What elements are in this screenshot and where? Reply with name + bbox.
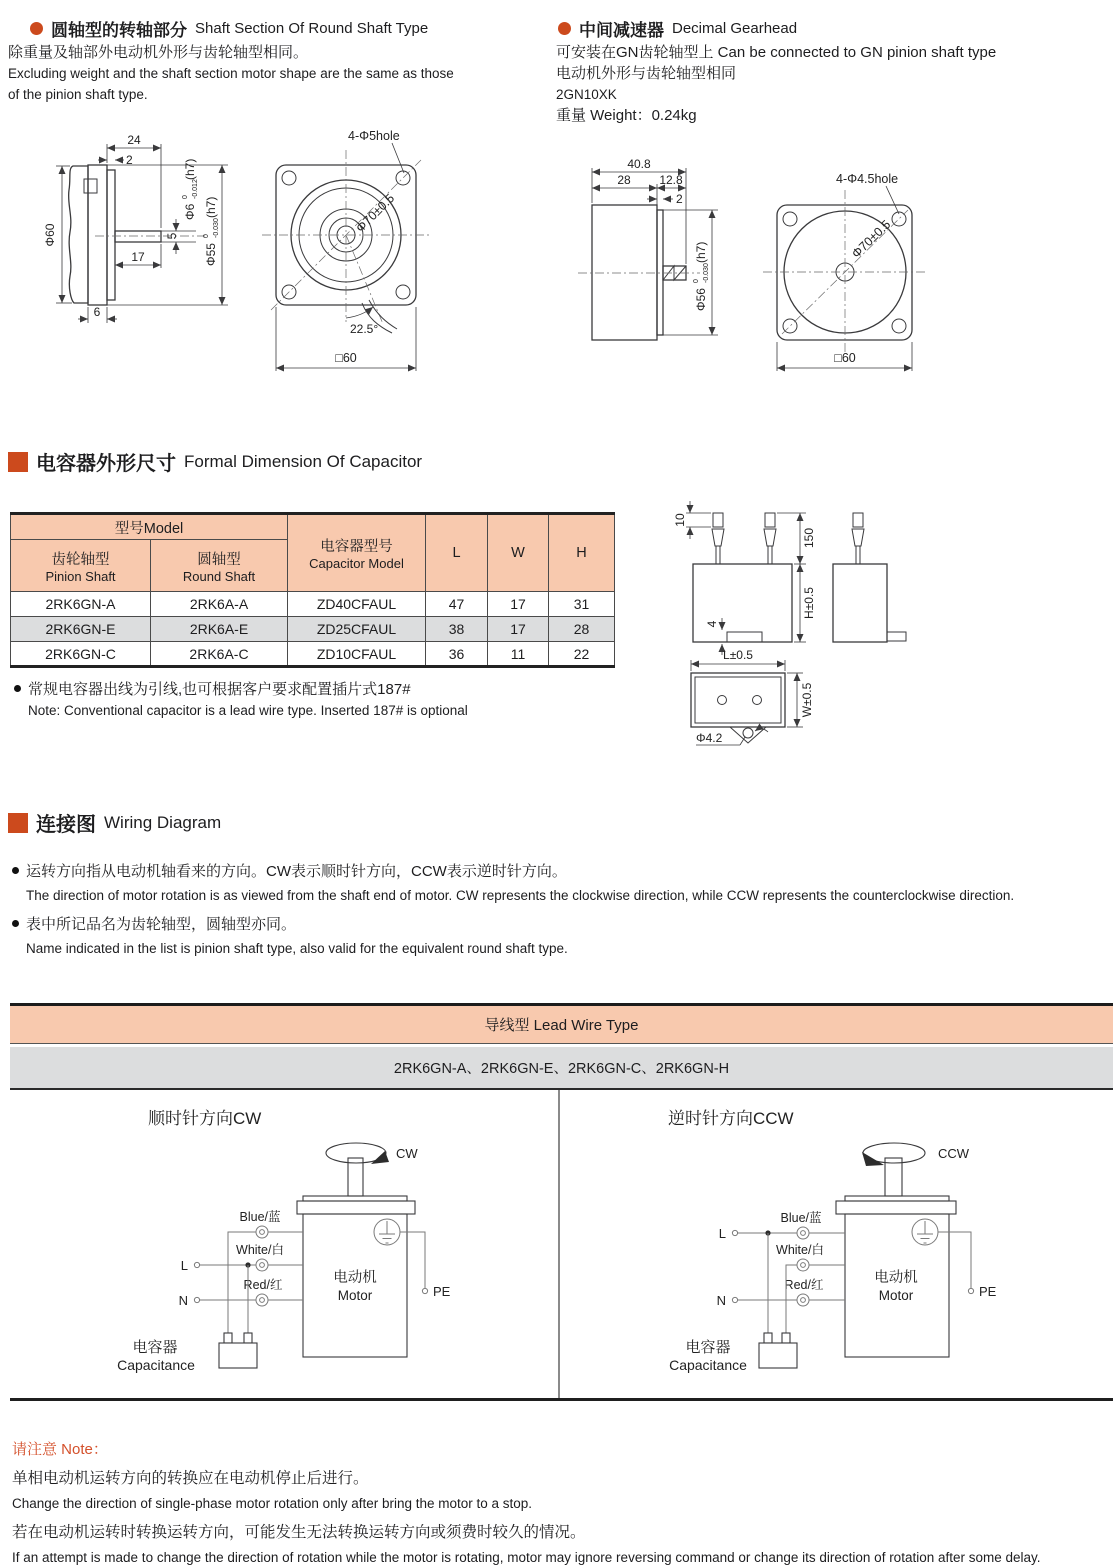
lead-wire-models: 2RK6GN-A、2RK6GN-E、2RK6GN-C、2RK6GN-H [10, 1047, 1113, 1090]
dim-6: 6 [93, 305, 101, 319]
section-title-zh: 中间减速器 [579, 21, 664, 40]
table-row: 2RK6GN-E 2RK6A-E ZD25CFAUL 38 17 28 [11, 617, 615, 642]
n-label: N [716, 1293, 726, 1308]
table-row: 2RK6GN-A 2RK6A-A ZD40CFAUL 47 17 31 [11, 592, 615, 617]
motor-label-zh: 电动机 [874, 1270, 918, 1286]
square-60-label: □60 [335, 351, 357, 365]
col-capacitor-model: 电容器型号 Capacitor Model [288, 514, 426, 592]
svg-text:Φ6: Φ6 [183, 203, 197, 220]
blue-wire-label: Blue/蓝 [780, 1211, 822, 1225]
wiring-section-title [8, 808, 221, 837]
motor-label-en: Motor [337, 1288, 373, 1303]
white-wire-label: White/白 [776, 1243, 824, 1257]
section-title-zh: 连接图 [36, 814, 96, 836]
table-row: 2RK6GN-C 2RK6A-C ZD10CFAUL 36 11 22 [11, 642, 615, 667]
dim-12-8: 12.8 [659, 173, 683, 187]
wiring-diagrams [0, 1090, 1120, 1400]
capacitor-symbol [219, 1333, 257, 1368]
l-label: L [718, 1226, 726, 1241]
col-pinion-shaft: 齿轮轴型 Pinion Shaft [11, 540, 151, 592]
ccw-diagram [668, 1109, 997, 1373]
l-label: L [180, 1258, 188, 1273]
ccw-title: 逆时针方向CCW [668, 1109, 794, 1128]
note-zh: 常规电容器出线为引线,也可根据客户要求配置插片式187# [28, 681, 411, 698]
capacitance-label-zh: 电容器 [132, 1339, 178, 1356]
section-title-en: Wiring Diagram [104, 812, 222, 832]
dim-150: 150 [802, 527, 816, 549]
capacitor-side-view [833, 513, 906, 642]
dim-l: L±0.5 [723, 648, 753, 662]
section-title-en: Decimal Gearhead [672, 20, 798, 37]
svg-text:0: 0 [182, 195, 189, 199]
capacitance-label-zh: 电容器 [685, 1339, 731, 1356]
bolt-circle-label: Φ70±0.5 [849, 217, 894, 261]
dim-h: H±0.5 [802, 587, 816, 619]
section-title-en: Shaft Section Of Round Shaft Type [195, 20, 429, 37]
orange-square-icon [8, 813, 28, 833]
terminal-icons [797, 1227, 809, 1306]
svg-text:Φ55: Φ55 [204, 243, 218, 266]
cw-diagram [117, 1109, 451, 1373]
svg-text:-0.030: -0.030 [703, 263, 710, 283]
capacitance-label-en: Capacitance [117, 1357, 195, 1373]
square-60-label: □60 [834, 351, 856, 365]
terminal-icons [256, 1226, 268, 1306]
dim-17: 17 [131, 250, 145, 264]
svg-text:Φ56: Φ56 [694, 288, 708, 311]
dim-4: 4 [705, 620, 719, 628]
dim-w: W±0.5 [800, 682, 814, 718]
bullet-dot-icon [12, 920, 19, 927]
section-divider [10, 1398, 1113, 1401]
svg-text:-0.030: -0.030 [213, 218, 220, 238]
col-round-shaft: 圆轴型 Round Shaft [151, 540, 288, 592]
cw-label: CW [396, 1146, 418, 1161]
motor-label-en: Motor [878, 1288, 914, 1303]
dim-2b: 2 [676, 192, 683, 206]
dim-28: 28 [617, 173, 631, 187]
dim-hole: Φ4.2 [696, 731, 723, 745]
bolt-circle-label: Φ70±0.5 [353, 191, 398, 236]
note-title: 请注意 Note： [12, 1441, 108, 1458]
wiring-bullet-2: 表中所记品名为齿轮轴型，圆轴型亦同。 Name indicated in the list is pinion shaft type, also valid for the equivalent round shaft type. [12, 913, 568, 956]
blue-wire-label: Blue/蓝 [239, 1210, 281, 1224]
ccw-arrow-icon [862, 1152, 884, 1166]
desc-zh: 除重量及轴部外电动机外形与齿轮轴型相同。 [8, 44, 309, 61]
gearhead-line3: 2GN10XK [556, 87, 617, 102]
svg-text:0: 0 [203, 234, 210, 238]
col-h: H [549, 514, 615, 592]
dim-24: 24 [127, 133, 141, 147]
desc-en1: Excluding weight and the shaft section motor shape are the same as those [8, 66, 454, 81]
capacitor-symbol [759, 1333, 797, 1368]
capacitor-front-view [673, 501, 816, 655]
svg-text:(h7): (h7) [694, 241, 708, 263]
svg-text:0: 0 [693, 279, 700, 283]
svg-text:-0.012: -0.012 [192, 179, 199, 199]
capacitor-top-view [691, 648, 814, 745]
red-wire-label: Red/红 [784, 1278, 824, 1292]
bottom-notes: 请注意 Note： 单相电动机运转方向的转换应在电动机停止后进行。 Change the direction of single-phase motor rotation only after bring the motor to a stop. 若在电动机运转时转换运转方向，可能发生无法转换运转方向或须费时较久的情况。 If an attempt is made to change the direction of rotation while the motor is rotating, motor may ignore reversing command or change its direction of rotation after some delay. [12, 1438, 1107, 1565]
bullet-dot-icon [12, 867, 19, 874]
dim-phi60: Φ60 [43, 223, 57, 247]
section-title-zh: 电容器外形尺寸 [36, 453, 176, 475]
dim-2: 2 [126, 153, 133, 167]
cw-title: 顺时针方向CW [148, 1109, 262, 1128]
svg-text:(h7): (h7) [183, 158, 197, 180]
hole-callout: 4-Φ4.5hole [836, 172, 899, 186]
angle-label: 22.5° [350, 322, 379, 336]
gearhead-line2: 电动机外形与齿轮轴型相同 [556, 65, 737, 82]
col-l: L [426, 514, 488, 592]
pe-label: PE [979, 1284, 997, 1299]
dim-10: 10 [673, 513, 687, 527]
dim-40-8: 40.8 [627, 157, 651, 171]
motor-label-zh: 电动机 [333, 1270, 377, 1286]
desc-en2: of the pinion shaft type. [8, 87, 148, 102]
note-en: Note: Conventional capacitor is a lead wire type. Inserted 187# is optional [28, 703, 468, 718]
section-title-en: Formal Dimension Of Capacitor [184, 451, 423, 471]
red-wire-label: Red/红 [243, 1278, 283, 1292]
n-label: N [178, 1293, 188, 1308]
lead-wire-type-header: 导线型 Lead Wire Type [10, 1003, 1113, 1044]
capacitance-label-en: Capacitance [669, 1357, 747, 1373]
gearhead-line1: 可安装在GN齿轮轴型上 Can be connected to GN pinion shaft type [556, 44, 997, 61]
dim-5: 5 [165, 232, 179, 240]
hole-callout: 4-Φ5hole [348, 129, 400, 143]
col-w: W [488, 514, 549, 592]
ground-icon [912, 1219, 938, 1245]
section-title-zh: 圆轴型的转轴部分 [51, 21, 187, 40]
ccw-label: CCW [938, 1146, 970, 1161]
white-wire-label: White/白 [236, 1243, 284, 1257]
ground-icon [374, 1219, 400, 1245]
wiring-bullet-1: 运转方向指从电动机轴看来的方向。CW表示顺时针方向，CCW表示逆时针方向。 The direction of motor rotation is as viewed from the shaft end of motor. CW represents the clockwise direction, while CCW represents the counterclockwise direction. [12, 860, 1014, 903]
pe-label: PE [433, 1284, 451, 1299]
model-header: 型号Model [11, 514, 288, 540]
svg-text:(h7): (h7) [204, 196, 218, 218]
gearhead-line4: 重量 Weight：0.24kg [556, 107, 697, 124]
